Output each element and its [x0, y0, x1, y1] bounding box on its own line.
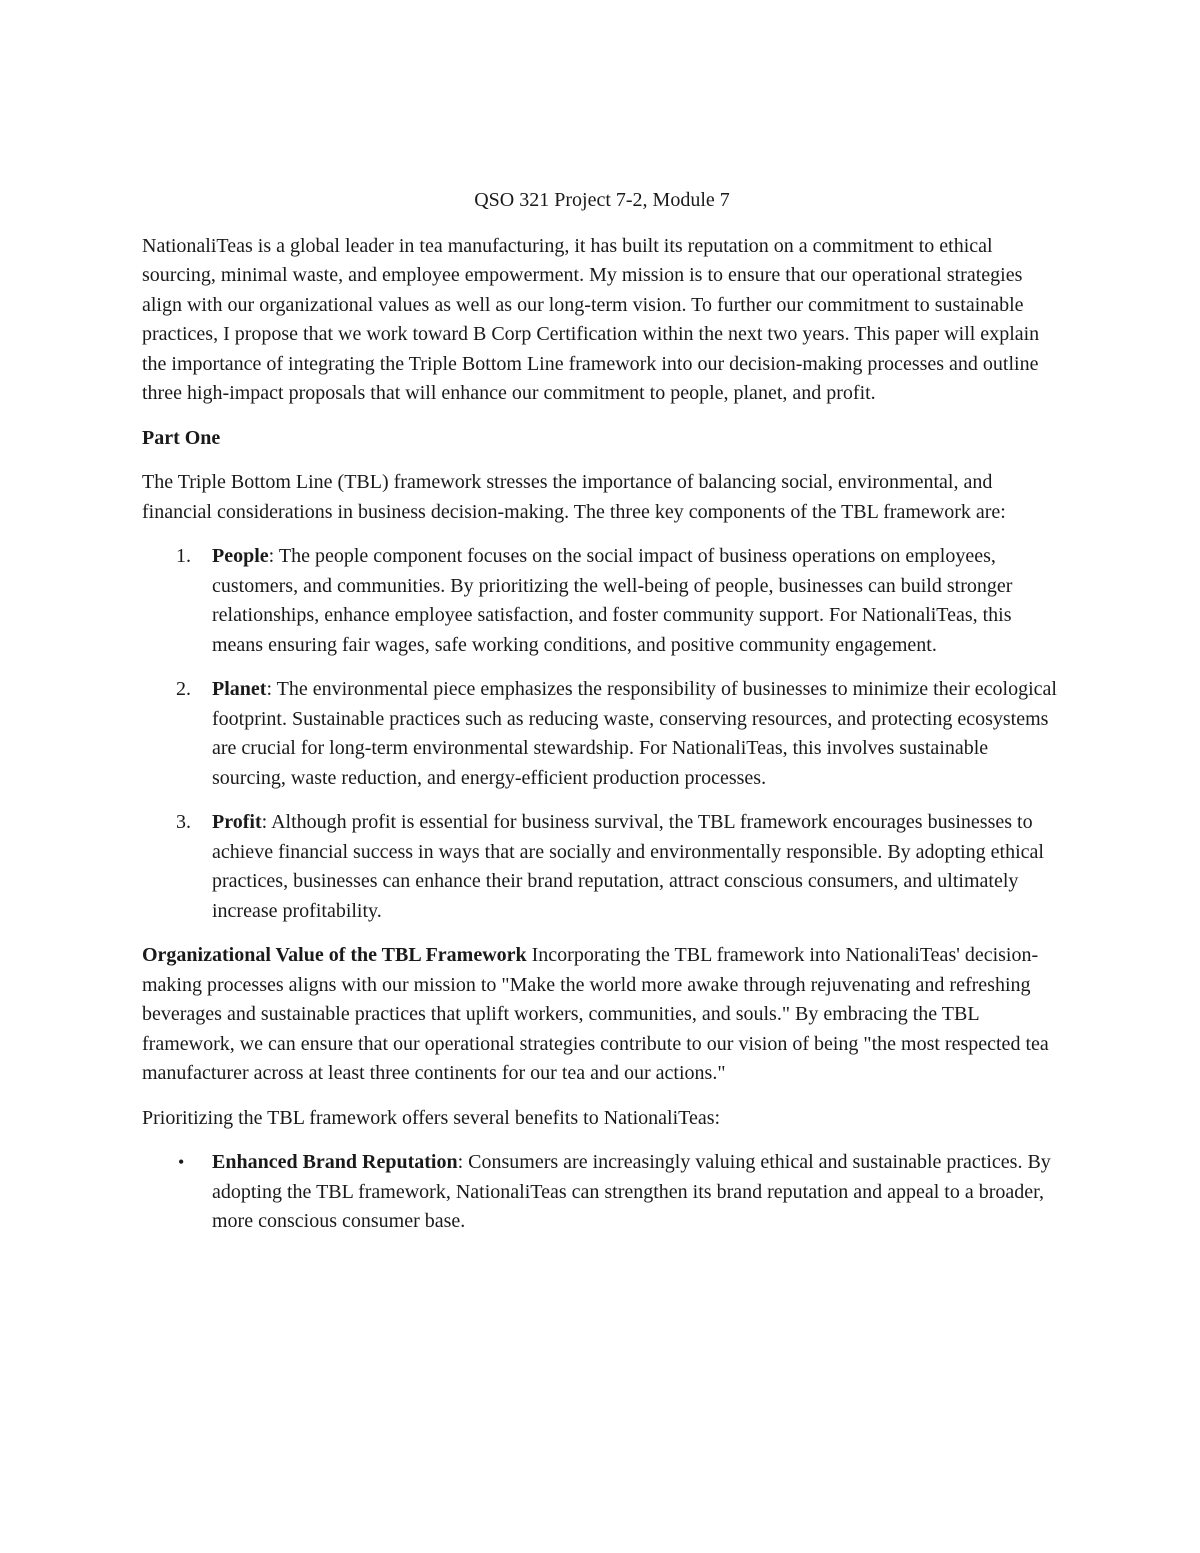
component-text: : The people component focuses on the social impact of business operations on employees, customers, and communities. By prioritizing the well-being of people, businesses can build stronger relationships, enhance employee satisfaction, and foster community support. For NationaliTeas, this means ensuring fair wages, safe working conditions, and positive community engagement. [212, 545, 1013, 656]
intro-paragraph: NationaliTeas is a global leader in tea manufacturing, it has built its reputation on a commitment to ethical sourcing, minimal waste, and employee empowerment. My mission is to ensure that our operational strategies align with our organizational values as well as our long-term vision. To further our commitment to sustainable practices, I propose that we work toward B Corp Certification within the next two years. This paper will explain the importance of integrating the Triple Bottom Line framework into our decision-making processes and outline three high-impact proposals that will enhance our commitment to people, planet, and profit. [142, 234, 1040, 404]
tbl-intro-paragraph: The Triple Bottom Line (TBL) framework stresses the importance of balancing social, environmental, and financial considerations in business decision-making. The three key components of the TBL framework are: [142, 471, 1006, 523]
benefit-text: : Consumers are increasingly valuing ethical and sustainable practices. By adopting the TBL framework, NationaliTeas can strengthen its brand reputation and appeal to a broader, more conscious consumer base. [212, 1151, 1051, 1232]
part-one-heading: Part One [142, 426, 221, 449]
org-value-text: Incorporating the TBL framework into NationaliTeas' decision-making processes aligns with our mission to "Make the world more awake through rejuvenating and refreshing beverages and sustainable practices that uplift workers, communities, and souls." By embracing the TBL framework, we can ensure that our operational strategies contribute to our vision of being "the most respected tea manufacturer across at least three continents for our tea and our actions." [142, 944, 1049, 1084]
component-text: : The environmental piece emphasizes the responsibility of businesses to minimize their ecological footprint. Sustainable practices such as reducing waste, conserving resources, and protecting ecosystems are crucial for long-term environmental stewardship. For NationaliTeas, this involves sustainable sourcing, waste reduction, and energy-efficient production processes. [212, 678, 1057, 789]
tbl-components-list [142, 542, 1062, 926]
org-value-heading: Organizational Value of the TBL Framework [142, 944, 527, 966]
benefits-list [142, 1148, 1062, 1237]
document-title: QSO 321 Project 7-2, Module 7 [474, 189, 730, 211]
component-term: People [212, 545, 269, 567]
list-number: 3. [176, 811, 191, 833]
list-item [142, 1148, 1062, 1237]
list-item [142, 808, 1062, 926]
list-number: 1. [176, 545, 191, 567]
benefit-term: Enhanced Brand Reputation [212, 1151, 458, 1173]
org-value-paragraph [142, 941, 1062, 1089]
list-item [142, 542, 1062, 660]
document-body [142, 186, 1062, 1252]
list-number: 2. [176, 678, 191, 700]
component-term: Profit [212, 811, 262, 833]
bullet-icon: • [178, 1152, 185, 1172]
component-text: : Although profit is essential for business survival, the TBL framework encourages businesses to achieve financial success in ways that are socially and environmentally responsible. By adopting ethical practices, businesses can enhance their brand reputation, attract conscious consumers, and ultimately increase profitability. [212, 811, 1044, 922]
list-item [142, 675, 1062, 793]
component-term: Planet [212, 678, 267, 700]
benefits-intro-paragraph: Prioritizing the TBL framework offers several benefits to NationaliTeas: [142, 1106, 721, 1129]
